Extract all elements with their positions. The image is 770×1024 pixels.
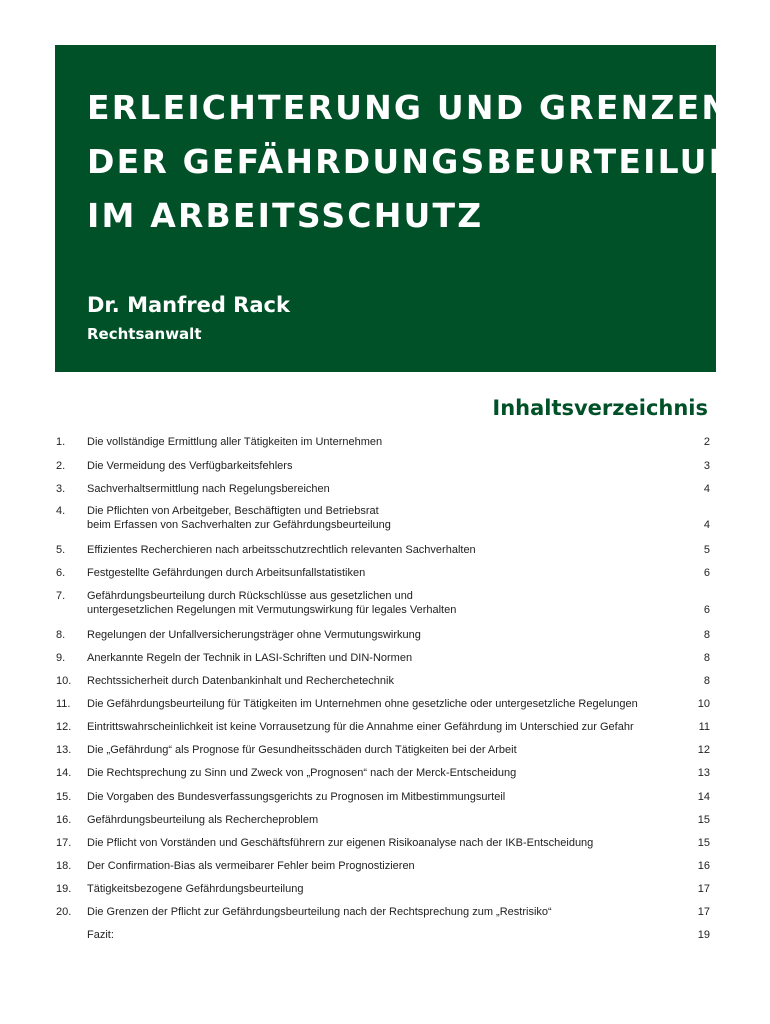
toc-entry-number: 14. [56,767,72,779]
toc-entry-number: 1. [56,436,66,448]
toc-entry-page: 17 [697,906,710,918]
toc-entry-title-line: Gefährdungsbeurteilung als Rechercheproblem [87,814,319,826]
toc-entry-number: 15. [56,791,72,803]
toc-entry-page: 8 [703,675,710,687]
toc-entry-title [87,651,667,665]
toc-entry-number: 17. [56,837,72,849]
toc-entry-title-line: Die Gefährdungsbeurteilung für Tätigkeiten im Unternehmen ohne gesetzliche oder untergesetzliche Regelungen [87,698,638,710]
toc-entry-page: 2 [703,436,710,448]
toc-entry-page: 14 [697,791,710,803]
toc-entry-title [87,836,667,850]
toc-entry-title [87,813,667,827]
toc-entry-title [87,482,667,496]
toc-entry-title-line: Die Rechtsprechung zu Sinn und Zweck von „Prognosen“ nach der Merck-Entscheidung [87,767,517,779]
title-line-1: ERLEICHTERUNG UND GRENZEN [87,88,732,127]
toc-entry-title-line: Festgestellte Gefährdungen durch Arbeitsunfallstatistiken [87,567,366,579]
toc-entry-page: 17 [697,883,710,895]
toc-entry-page: 13 [697,767,710,779]
toc-entry-title [87,743,667,757]
toc-entry-number: 19. [56,883,72,895]
toc-entry-number: 8. [56,629,66,641]
toc-entry-title [87,435,667,449]
toc-entry-page: 5 [703,544,710,556]
toc-entry-title [87,882,667,896]
toc-entry-title-line: Regelungen der Unfallversicherungsträger ohne Vermutungswirkung [87,629,421,641]
toc-entry-title-line: Effizientes Recherchieren nach arbeitsschutzrechtlich relevanten Sachverhalten [87,544,476,556]
toc-entry-title-line: Der Confirmation-Bias als vermeibarer Fehler beim Prognostizieren [87,860,415,872]
toc-entry-number: 11. [56,698,71,710]
toc-entry-page: 6 [703,604,710,616]
toc-entry-page: 8 [703,629,710,641]
toc-entry-title [87,674,667,688]
toc-entry-number: 10. [56,675,72,687]
toc-entry-title-line: Tätigkeitsbezogene Gefährdungsbeurteilung [87,883,304,895]
toc-entry-title-line: Sachverhaltsermittlung nach Regelungsbereichen [87,483,330,495]
toc-entry-number: 7. [56,590,66,602]
toc-entry-page: 4 [703,519,710,531]
toc-entry-title [87,504,667,532]
title-banner [55,45,768,372]
toc-entry-page: 10 [697,698,710,710]
toc-entry-number: 6. [56,567,66,579]
toc-entry-page: 16 [697,860,710,872]
toc-entry-title [87,566,667,580]
title-line-3: IM ARBEITSSCHUTZ [87,196,484,235]
title-line-2: DER GEFÄHRDUNGSBEURTEILUNG [87,142,768,181]
toc-entry-title [87,697,667,711]
toc-entry-page: 3 [703,460,710,472]
toc-entry-number: 9. [56,652,66,664]
toc-entry-title-line: Die „Gefährdung“ als Prognose für Gesundheitsschäden durch Tätigkeiten bei der Arbeit [87,744,517,756]
toc-entry-title-line: Die Pflicht von Vorständen und Geschäftsführern zur eigenen Risikoanalyse nach der IKB-Entscheidung [87,837,594,849]
toc-entry-number: 5. [56,544,66,556]
toc-entry-number: 20. [56,906,72,918]
toc-entry-title [87,905,667,919]
toc-entry-title-line: Die Grenzen der Pflicht zur Gefährdungsbeurteilung nach der Rechtsprechung zum „Restrisiko“ [87,906,552,918]
toc-entry-page: 4 [703,483,710,495]
toc-entry-title-line: Gefährdungsbeurteilung durch Rückschlüsse aus gesetzlichen und [87,590,413,602]
toc-entry-page: 11 [698,721,710,733]
toc-entry-title [87,928,667,942]
toc-entry-title [87,589,667,617]
toc-entry-page: 6 [703,567,710,579]
toc-entry-title-line: Rechtssicherheit durch Datenbankinhalt und Recherchetechnik [87,675,394,687]
toc-entry-title [87,766,667,780]
toc-entry-number: 4. [56,505,66,517]
toc-entry-title [87,628,667,642]
toc-entry-number: 12. [56,721,72,733]
toc-entry-title [87,859,667,873]
toc-entry-title [87,790,667,804]
toc-entry-title [87,543,667,557]
toc-entry-title-line: untergesetzlichen Regelungen mit Vermutungswirkung für legales Verhalten [87,604,457,616]
toc-entry-page: 15 [697,814,710,826]
author-role: Rechtsanwalt [87,325,202,343]
toc-entry-title-line: Die Pflichten von Arbeitgeber, Beschäftigten und Betriebsrat [87,505,379,517]
toc-entry-page: 15 [697,837,710,849]
toc-entry-page: 8 [703,652,710,664]
toc-entry-title-line: Eintrittswahrscheinlichkeit ist keine Vorrausetzung für die Annahme einer Gefährdung im Unterschied zur Gefahr [87,721,634,733]
toc-entry-number: 3. [56,483,66,495]
toc-entry-title-line: beim Erfassen von Sachverhalten zur Gefährdungsbeurteilung [87,519,391,531]
toc-entry-title-line: Fazit: [87,929,114,941]
toc-entry-number: 18. [56,860,72,872]
toc-entry-title-line: Die vollständige Ermittlung aller Tätigkeiten im Unternehmen [87,436,383,448]
toc-heading: Inhaltsverzeichnis [492,396,708,420]
toc-entry-title-line: Die Vorgaben des Bundesverfassungsgerichts zu Prognosen im Mitbestimmungsurteil [87,791,506,803]
toc-entry-number: 16. [56,814,72,826]
toc-entry-page: 12 [697,744,710,756]
toc-entry-title-line: Die Vermeidung des Verfügbarkeitsfehlers [87,460,293,472]
toc-entry-title [87,720,667,734]
toc-entry-number: 2. [56,460,66,472]
toc-entry-title [87,459,667,473]
toc-entry-title-line: Anerkannte Regeln der Technik in LASI-Schriften und DIN-Normen [87,652,413,664]
toc-entry-page: 19 [697,929,710,941]
toc-entry-number: 13. [56,744,72,756]
author-name: Dr. Manfred Rack [87,293,290,317]
